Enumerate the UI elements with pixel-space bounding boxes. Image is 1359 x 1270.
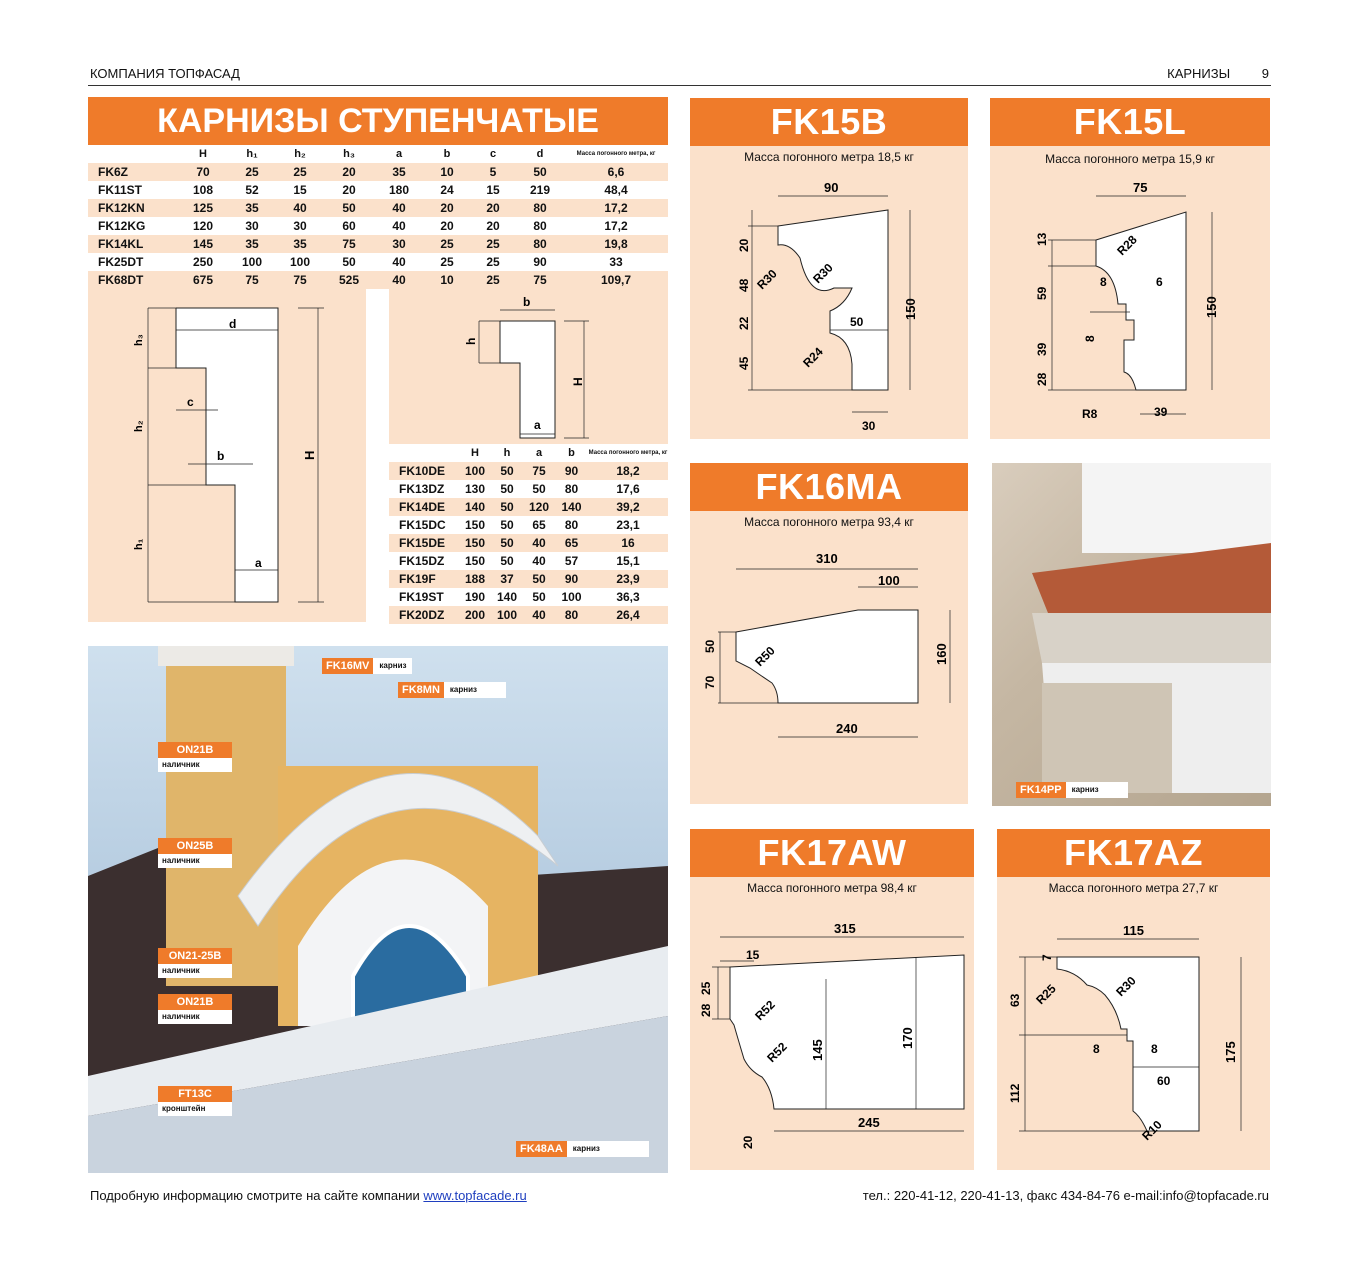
model-code: FK11ST	[98, 183, 143, 197]
table-cell: 25	[228, 163, 276, 181]
dim-240: 240	[836, 721, 858, 736]
table-cell: 80	[533, 219, 547, 233]
stepped-diagram-panel	[88, 288, 366, 622]
dim-112: 112	[1008, 1083, 1022, 1103]
table-cell: 57	[564, 554, 579, 568]
table-cell: 140	[459, 498, 491, 516]
model-code: FK25DT	[98, 255, 144, 269]
table-cell: 525	[324, 271, 374, 289]
dim-8-b: 8	[1151, 1042, 1158, 1056]
table-cell: 25	[486, 255, 500, 269]
table-row	[389, 498, 668, 516]
table-cell: 120	[523, 498, 555, 516]
table-cell: 10	[424, 271, 470, 289]
table-cell: 30	[293, 219, 307, 233]
stepped-profile-diagram	[88, 288, 366, 622]
table-cell: 16	[588, 534, 668, 552]
table-row	[88, 181, 668, 199]
dim-8-a: 8	[1093, 1042, 1100, 1056]
tag-fk14pp: FK14PP карниз	[1016, 782, 1128, 798]
col-b: b	[443, 148, 451, 160]
dim-60: 60	[1157, 1074, 1171, 1088]
dim-25: 25	[699, 981, 713, 995]
table-cell: 26,4	[588, 606, 668, 624]
dim-r50: R50	[752, 643, 778, 670]
table-cell: 52	[245, 183, 259, 197]
simple-diagram-panel	[389, 288, 668, 444]
table-cell: 50	[532, 482, 546, 496]
table-cell: 15	[486, 183, 500, 197]
table-row	[389, 570, 668, 588]
table-cell: 40	[532, 554, 546, 568]
table-cell: 50	[500, 518, 514, 532]
model-code: FK15DZ	[399, 554, 445, 568]
dim-r24: R24	[800, 344, 826, 371]
col-mass: Масса погонного метра, кг	[588, 450, 668, 456]
col-a: a	[395, 148, 403, 160]
model-code: FK12KN	[88, 199, 178, 217]
dim-r52-a: R52	[752, 997, 778, 1024]
dim-r30-b: R30	[810, 260, 836, 287]
table-cell: 15,1	[616, 554, 640, 568]
fk15b-diagram	[690, 168, 968, 438]
dim-7: 7	[1040, 954, 1054, 961]
table-cell: 35	[276, 235, 324, 253]
dim-315: 315	[834, 921, 856, 936]
table-cell: 18,2	[588, 462, 668, 480]
tag-on25b: ON25B наличник	[158, 838, 232, 868]
dim-59: 59	[1035, 286, 1049, 300]
table-row	[389, 606, 668, 624]
fk17aw-title: FK17AW	[690, 829, 974, 877]
table-cell: 25	[276, 163, 324, 181]
table-cell: 50	[500, 482, 514, 496]
table-cell: 20	[342, 183, 356, 197]
dim-30: 30	[862, 419, 876, 433]
dim-d: d	[229, 317, 237, 331]
table-cell: 40	[392, 255, 406, 269]
header-divider	[88, 85, 1271, 86]
col-mass: Масса погонного метра, кг	[576, 151, 656, 157]
tag-on21b-b: ON21B наличник	[158, 994, 232, 1024]
table-cell: 188	[459, 570, 491, 588]
table-cell: 20	[440, 219, 454, 233]
col-d: d	[536, 148, 544, 160]
table-cell: 80	[555, 606, 588, 624]
table-cell: 180	[388, 183, 410, 197]
footer-contacts: тел.: 220-41-12, 220-41-13, факс 434-84-76 e-mail:info@topfacade.ru	[862, 1188, 1269, 1203]
table-cell: 50	[491, 462, 523, 480]
table-cell: 145	[178, 235, 228, 253]
table-row	[389, 534, 668, 552]
table-cell: 100	[241, 255, 263, 269]
table-cell: 23,1	[616, 518, 640, 532]
fk17aw-diagram	[690, 899, 974, 1169]
dim-r30-a: R30	[754, 266, 780, 293]
table-cell: 80	[516, 235, 564, 253]
table-cell: 109,7	[564, 271, 668, 289]
dim-150: 150	[903, 298, 918, 320]
table-cell: 10	[424, 163, 470, 181]
fk17az-panel	[997, 877, 1270, 1170]
model-code: FK15DC	[399, 518, 446, 532]
table-row	[389, 588, 668, 606]
fk15l-panel	[990, 146, 1270, 439]
dim-H: H	[571, 377, 585, 386]
fk16ma-title: FK16MA	[690, 463, 968, 511]
table-cell: 108	[192, 183, 214, 197]
col-h1: h₁	[246, 148, 258, 160]
table-cell: 50	[491, 498, 523, 516]
stepped-title: КАРНИЗЫ СТУПЕНЧАТЫЕ	[88, 97, 668, 145]
dim-a: a	[534, 418, 541, 432]
fk17aw-mass: Масса погонного метра 98,4 кг	[747, 881, 917, 895]
table-cell: 100	[561, 590, 582, 604]
table-cell: 75	[276, 271, 324, 289]
table-cell: 50	[516, 163, 564, 181]
table-cell: 30	[374, 235, 424, 253]
dim-90: 90	[824, 180, 839, 195]
table-cell: 17,6	[616, 482, 640, 496]
table-cell: 24	[440, 183, 454, 197]
dim-H: H	[302, 450, 317, 460]
table-cell: 40	[374, 199, 424, 217]
dim-150: 150	[1204, 296, 1219, 318]
dim-48: 48	[737, 278, 751, 292]
table-cell: 60	[342, 219, 356, 233]
dim-50: 50	[703, 639, 717, 653]
table-cell: 675	[178, 271, 228, 289]
fk15b-panel	[690, 146, 968, 439]
fk17aw-panel	[690, 877, 974, 1170]
dim-115: 115	[1123, 923, 1144, 938]
dim-45: 45	[737, 356, 751, 370]
dim-160: 160	[934, 643, 949, 665]
simple-profile-shape	[500, 321, 555, 438]
dim-63: 63	[1008, 993, 1022, 1007]
table-cell: 65	[555, 534, 588, 552]
col-b: b	[568, 447, 575, 459]
table-row	[88, 217, 668, 235]
dim-28: 28	[1035, 372, 1049, 386]
table-cell: 30	[245, 219, 259, 233]
table-cell: 50	[532, 590, 546, 604]
table-cell: 20	[424, 199, 470, 217]
table-cell: 35	[228, 199, 276, 217]
dim-39-bottom: 39	[1154, 405, 1168, 419]
fk15l-diagram	[990, 168, 1270, 438]
dim-170: 170	[900, 1027, 915, 1049]
website-link[interactable]: www.topfacade.ru	[423, 1188, 527, 1203]
model-code: FK19F	[389, 570, 459, 588]
dim-r8: R8	[1082, 407, 1098, 421]
table-cell: 25	[470, 271, 516, 289]
table-cell: 50	[500, 554, 514, 568]
col-a: a	[535, 447, 543, 459]
dim-r52-b: R52	[764, 1039, 790, 1066]
section-name: КАРНИЗЫ	[1167, 66, 1231, 81]
table-cell: 219	[529, 183, 551, 197]
table-cell: 150	[459, 534, 491, 552]
col-h3: h₃	[343, 148, 355, 160]
dim-r30: R30	[1113, 973, 1139, 1000]
dim-h2: h₂	[133, 420, 145, 432]
table-cell: 37	[491, 570, 523, 588]
model-code: FK68DT	[88, 271, 178, 289]
table-cell: 20	[486, 219, 500, 233]
table-cell: 150	[464, 518, 486, 532]
footer-text: Подробную информацию смотрите на сайте компании	[90, 1188, 420, 1203]
page-number: 9	[1261, 66, 1269, 81]
table-cell: 125	[178, 199, 228, 217]
fk15b-title: FK15B	[690, 98, 968, 146]
table-cell: 48,4	[604, 183, 628, 197]
fk16ma-mass: Масса погонного метра 93,4 кг	[744, 515, 914, 529]
table-cell: 5	[470, 163, 516, 181]
table-cell: 23,9	[588, 570, 668, 588]
section-header	[1167, 66, 1269, 81]
table-cell: 80	[516, 199, 564, 217]
dim-75: 75	[1133, 180, 1148, 195]
table-cell: 35	[228, 235, 276, 253]
table-cell: 39,2	[588, 498, 668, 516]
tag-fk48aa: FK48AA карниз	[516, 1141, 649, 1157]
table-cell: 80	[564, 518, 579, 532]
table-cell: 25	[470, 235, 516, 253]
dim-h1: h₁	[133, 538, 145, 550]
dim-8-side: 8	[1083, 335, 1097, 342]
stepped-table-wrap	[88, 145, 668, 289]
tag-ft13c: FT13C кронштейн	[158, 1086, 232, 1116]
fk15l-mass: Масса погонного метра 15,9 кг	[1045, 152, 1215, 166]
dim-r25: R25	[1033, 981, 1059, 1008]
model-code: FK20DZ	[389, 606, 459, 624]
table-cell: 6,6	[564, 163, 668, 181]
dim-50: 50	[850, 315, 864, 329]
table-cell: 250	[192, 255, 214, 269]
col-H: H	[471, 447, 479, 459]
fk16ma-diagram	[690, 533, 968, 803]
table-cell: 50	[523, 570, 555, 588]
table-row	[88, 199, 668, 217]
fk16ma-panel	[690, 511, 968, 804]
table-row	[88, 253, 668, 271]
model-code: FK10DE	[389, 462, 459, 480]
table-cell: 40	[374, 271, 424, 289]
tag-on21-25b: ON21-25B наличник	[158, 948, 232, 978]
col-h2: h₂	[294, 148, 306, 160]
stepped-header-row	[88, 145, 668, 163]
dim-r28: R28	[1114, 232, 1140, 259]
table-cell: 75	[324, 235, 374, 253]
dim-20: 20	[741, 1135, 755, 1149]
simple-table-wrap	[389, 444, 668, 624]
dim-39: 39	[1035, 342, 1049, 356]
table-cell: 70	[178, 163, 228, 181]
table-cell: 25	[424, 235, 470, 253]
table-cell: 100	[491, 606, 523, 624]
simple-header-row	[389, 444, 668, 462]
table-cell: 65	[532, 518, 546, 532]
table-cell: 140	[555, 498, 588, 516]
tag-fk8mn: FK8MN карниз	[398, 682, 506, 698]
dim-70: 70	[703, 675, 717, 689]
dim-310: 310	[816, 551, 838, 566]
model-code: FK6Z	[88, 163, 178, 181]
dim-28: 28	[699, 1003, 713, 1017]
table-cell: 40	[392, 219, 406, 233]
table-row	[389, 462, 668, 480]
dim-b: b	[523, 295, 531, 309]
dim-22: 22	[737, 316, 751, 330]
table-cell: 190	[464, 590, 486, 604]
dim-h3: h₃	[133, 334, 145, 346]
dim-c: c	[187, 395, 194, 409]
model-code: FK13DZ	[399, 482, 445, 496]
table-cell: 40	[276, 199, 324, 217]
dim-h: h	[464, 337, 478, 345]
model-code: FK14DE	[389, 498, 459, 516]
tag-on21b-a: ON21B наличник	[158, 742, 232, 772]
dim-145: 145	[810, 1039, 825, 1061]
table-cell: 40	[523, 534, 555, 552]
table-cell: 20	[470, 199, 516, 217]
table-cell: 75	[228, 271, 276, 289]
table-cell: 90	[555, 570, 588, 588]
dim-8-top: 8	[1100, 275, 1107, 289]
fk15b-mass: Масса погонного метра 18,5 кг	[744, 150, 914, 164]
fk17az-title: FK17AZ	[997, 829, 1270, 877]
table-cell: 17,2	[604, 219, 628, 233]
table-cell: 19,8	[564, 235, 668, 253]
dim-13: 13	[1035, 232, 1049, 246]
table-cell: 15	[293, 183, 307, 197]
table-cell: 50	[491, 534, 523, 552]
table-cell: 130	[464, 482, 486, 496]
fk17az-mass: Масса погонного метра 27,7 кг	[1048, 881, 1219, 895]
simple-table	[389, 444, 668, 624]
table-cell: 50	[324, 199, 374, 217]
dim-245: 245	[858, 1115, 880, 1130]
table-cell: 150	[464, 554, 486, 568]
stone-illustration	[992, 463, 1271, 806]
dim-r10: R10	[1139, 1117, 1165, 1144]
model-code: FK12KG	[98, 219, 146, 233]
dim-a: a	[255, 556, 262, 570]
table-cell: 33	[609, 255, 623, 269]
table-row	[88, 163, 668, 181]
dim-175: 175	[1223, 1041, 1238, 1063]
stepped-table	[88, 145, 668, 289]
table-row	[88, 235, 668, 253]
table-row	[88, 271, 668, 289]
dim-6: 6	[1156, 275, 1163, 289]
fk17az-diagram	[997, 899, 1270, 1169]
dim-b: b	[217, 449, 225, 463]
table-cell: 200	[459, 606, 491, 624]
table-cell: 75	[523, 462, 555, 480]
table-cell: 40	[523, 606, 555, 624]
table-cell: 35	[374, 163, 424, 181]
tag-fk16mv: FK16MV карниз	[322, 658, 412, 674]
table-cell: 25	[440, 255, 454, 269]
fk15l-title: FK15L	[990, 98, 1270, 146]
model-code: FK15DE	[389, 534, 459, 552]
stone-photo	[992, 463, 1271, 806]
col-H: H	[199, 148, 207, 160]
model-code: FK19ST	[399, 590, 444, 604]
table-cell: 90	[533, 255, 547, 269]
table-cell: 100	[459, 462, 491, 480]
table-cell: 80	[564, 482, 579, 496]
model-code: FK14KL	[88, 235, 178, 253]
col-h: h	[503, 447, 511, 459]
company-name: КОМПАНИЯ ТОПФАСАД	[90, 66, 240, 81]
simple-profile-diagram	[389, 288, 668, 444]
table-row	[389, 552, 668, 570]
roof-photo	[88, 646, 668, 1173]
table-row	[389, 480, 668, 498]
dim-20: 20	[737, 238, 751, 252]
table-cell: 100	[289, 255, 311, 269]
table-row	[389, 516, 668, 534]
col-c: c	[489, 148, 497, 160]
stepped-profile-shape	[176, 308, 278, 602]
footer-info	[90, 1188, 527, 1203]
table-cell: 20	[324, 163, 374, 181]
table-cell: 50	[342, 255, 356, 269]
table-cell: 17,2	[564, 199, 668, 217]
table-cell: 36,3	[616, 590, 640, 604]
table-cell: 140	[496, 590, 518, 604]
table-cell: 90	[555, 462, 588, 480]
table-cell: 120	[192, 219, 214, 233]
dim-100: 100	[878, 573, 900, 588]
dim-15: 15	[746, 948, 760, 962]
table-cell: 75	[516, 271, 564, 289]
